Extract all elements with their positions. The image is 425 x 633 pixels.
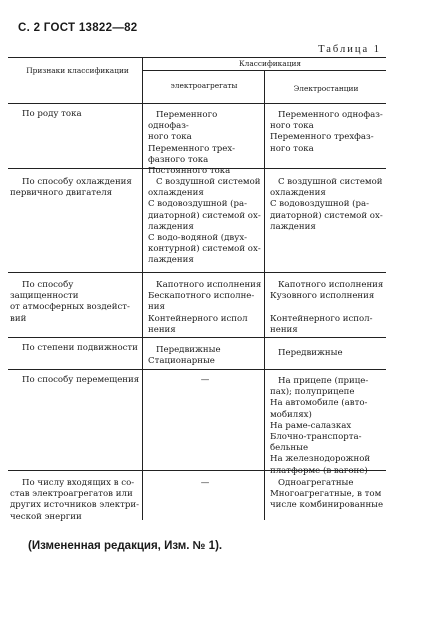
page-header: С. 2 ГОСТ 13822—82 bbox=[18, 22, 138, 34]
table-top-rule bbox=[8, 57, 386, 58]
row-col1-cell: Капотного исполнения Бескапотного исполне- ния Контейнерного испол нения bbox=[148, 280, 262, 335]
row-criterion: По способу охлаждения первичного двигателя bbox=[10, 177, 132, 199]
row-criterion: По способу перемещения bbox=[22, 375, 140, 385]
row-col2-cell: Одноагрегатные Многоагрегатные, в том числе комбинированные bbox=[270, 478, 384, 511]
header-col1: электроагрегаты bbox=[170, 81, 238, 90]
row-col1-cell: Передвижные Стационарные bbox=[148, 345, 221, 367]
row-col2-cell: Передвижные bbox=[278, 348, 343, 358]
row-criterion: По способу защищенности от атмосферных воздейст- вий bbox=[10, 280, 130, 324]
row-rule bbox=[8, 272, 386, 273]
row-criterion: По степени подвижности bbox=[22, 343, 138, 353]
row-rule bbox=[8, 337, 386, 338]
row-col2-cell: Переменного однофаз- ного тока Переменного трехфаз- ного тока bbox=[270, 110, 383, 154]
header-bottom-rule bbox=[8, 103, 386, 104]
row-col2-cell: Капотного исполнения Кузовного исполнения Контейнерного испол- нения bbox=[270, 280, 384, 335]
row-col1-cell: Переменного однофаз- ного тока Переменного трех- фазного тока Постоянного тока bbox=[148, 110, 236, 177]
column-rule-2 bbox=[264, 70, 265, 520]
row-col1-cell: С воздушной системой охлаждения С водовоздушной (ра- диаторной) системой ох- лаждения С водо-водяной (двух- контурной) системой ох- лаждения bbox=[148, 177, 261, 266]
row-col2-cell: С воздушной системой охлаждения С водовоздушной (ра- диаторной) системой ох- лаждения bbox=[270, 177, 383, 232]
table-caption: Таблица 1 bbox=[318, 44, 381, 55]
row-col2-cell: На прицепе (прице- пах); полуприцепе На автомобиле (авто- мобилях) На раме-салазках Блочно-транспорта- бельные На железнодорожной платформе (в вагоне) bbox=[270, 376, 371, 476]
row-rule bbox=[8, 369, 386, 370]
row-criterion: По роду тока bbox=[22, 109, 82, 119]
amendment-note: (Измененная редакция, Изм. № 1). bbox=[28, 540, 223, 552]
row-col1-cell: — bbox=[200, 478, 210, 488]
header-col2: Электростанции bbox=[293, 84, 359, 93]
row-col1-cell: — bbox=[200, 375, 210, 385]
header-classification: Классификация bbox=[238, 59, 302, 68]
header-criteria: Признаки классификации bbox=[26, 66, 129, 75]
row-criterion: По числу входящих в со- став электроагрегатов или других источников электри- ческой энергии bbox=[10, 478, 139, 522]
column-rule-1 bbox=[142, 57, 143, 520]
